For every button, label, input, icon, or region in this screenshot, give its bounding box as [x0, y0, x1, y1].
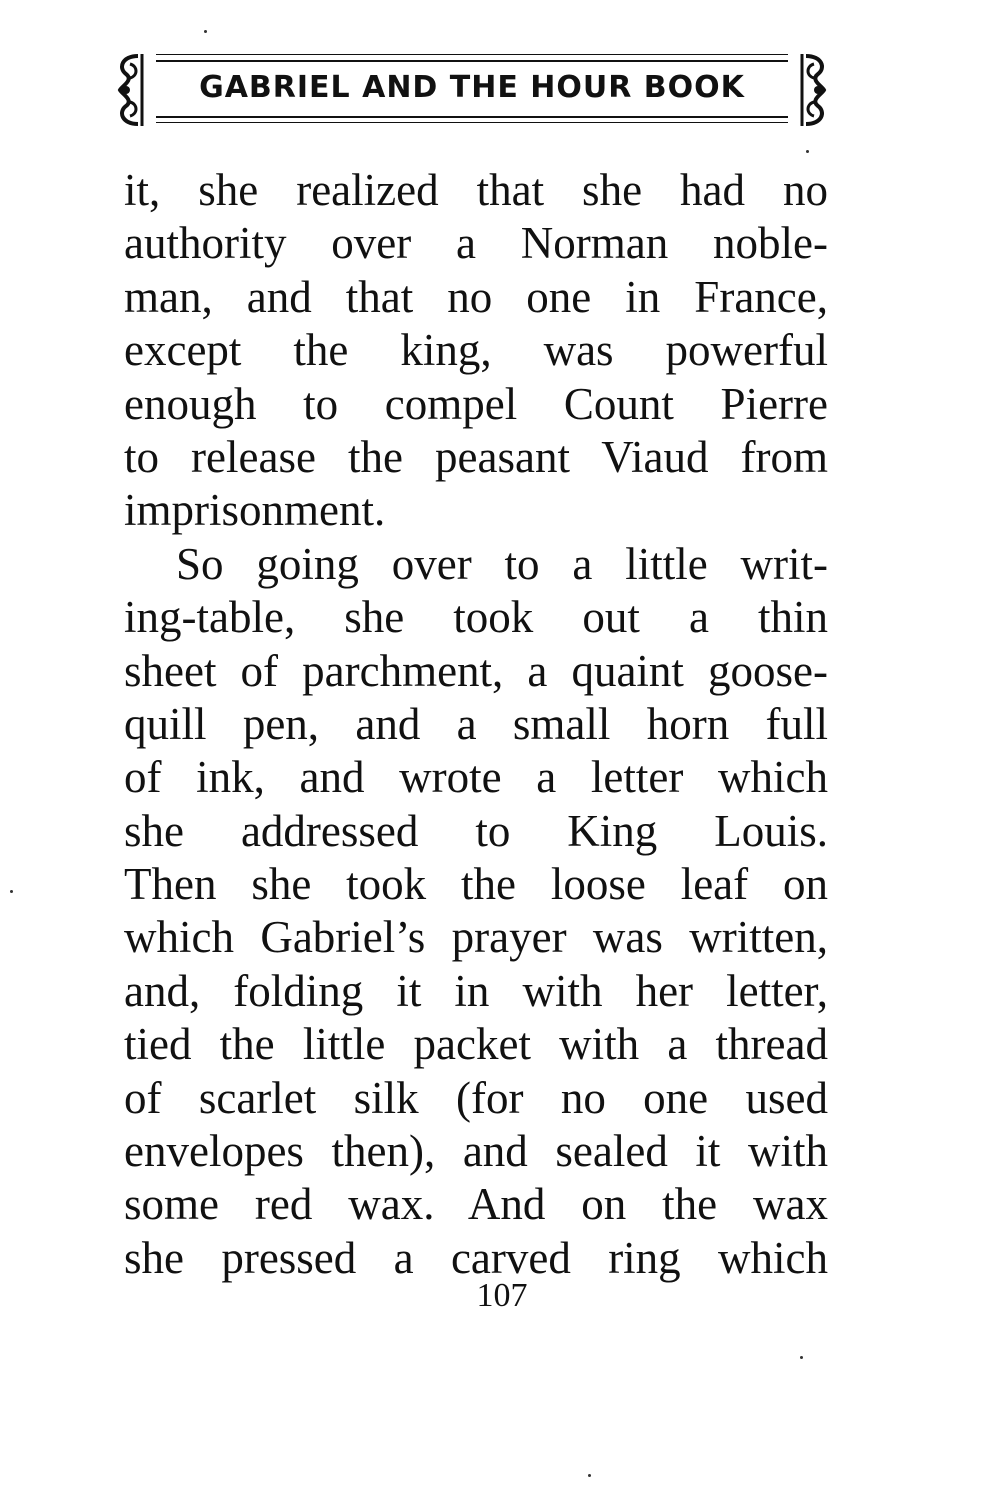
scan-speck — [10, 890, 13, 893]
text-line: envelopes then), and sealed it with — [124, 1126, 828, 1177]
text-line: enough to compel Count Pierre — [124, 378, 828, 429]
header-rule — [156, 60, 788, 62]
paragraph-start-line: So going over to a little writ- — [176, 538, 828, 589]
text-line: she addressed to King Louis. — [124, 805, 828, 856]
text-line: quill pen, and a small horn full — [124, 698, 828, 749]
scan-speck — [800, 1356, 803, 1359]
running-header — [112, 46, 832, 130]
text-line: it, she realized that she had no — [124, 165, 828, 215]
text-line: which Gabriel’s prayer was written, — [124, 912, 828, 963]
text-line: some red wax. And on the wax — [124, 1179, 828, 1230]
text-line: authority over a Norman noble- — [124, 218, 828, 269]
text-line: ing-table, she took out a thin — [124, 592, 828, 643]
text-line: to release the peasant Viaud from — [124, 431, 828, 482]
text-line: tied the little packet with a thread — [124, 1019, 828, 1070]
left-scroll-ornament-icon — [112, 50, 148, 130]
scan-speck — [588, 1474, 591, 1477]
header-rule — [156, 116, 788, 118]
page-number: 107 — [476, 1277, 528, 1314]
text-line: man, and that no one in France, — [124, 271, 828, 322]
text-line: she pressed a carved ring which — [124, 1232, 828, 1283]
scan-speck — [806, 150, 809, 153]
text-line: imprisonment. — [124, 485, 386, 536]
header-rule — [156, 54, 788, 55]
header-rule — [156, 122, 788, 123]
text-line: of ink, and wrote a letter which — [124, 752, 828, 803]
text-line: and, folding it in with her letter, — [124, 965, 828, 1016]
right-scroll-ornament-icon — [796, 50, 832, 130]
text-line: Then she took the loose leaf on — [124, 859, 828, 910]
running-title: GABRIEL AND THE HOUR BOOK — [199, 70, 745, 105]
body-text — [124, 164, 828, 1285]
text-line: sheet of parchment, a quaint goose- — [124, 645, 828, 696]
text-line: of scarlet silk (for no one used — [124, 1072, 828, 1123]
text-line: except the king, was powerful — [124, 325, 828, 376]
scan-speck — [204, 30, 207, 33]
